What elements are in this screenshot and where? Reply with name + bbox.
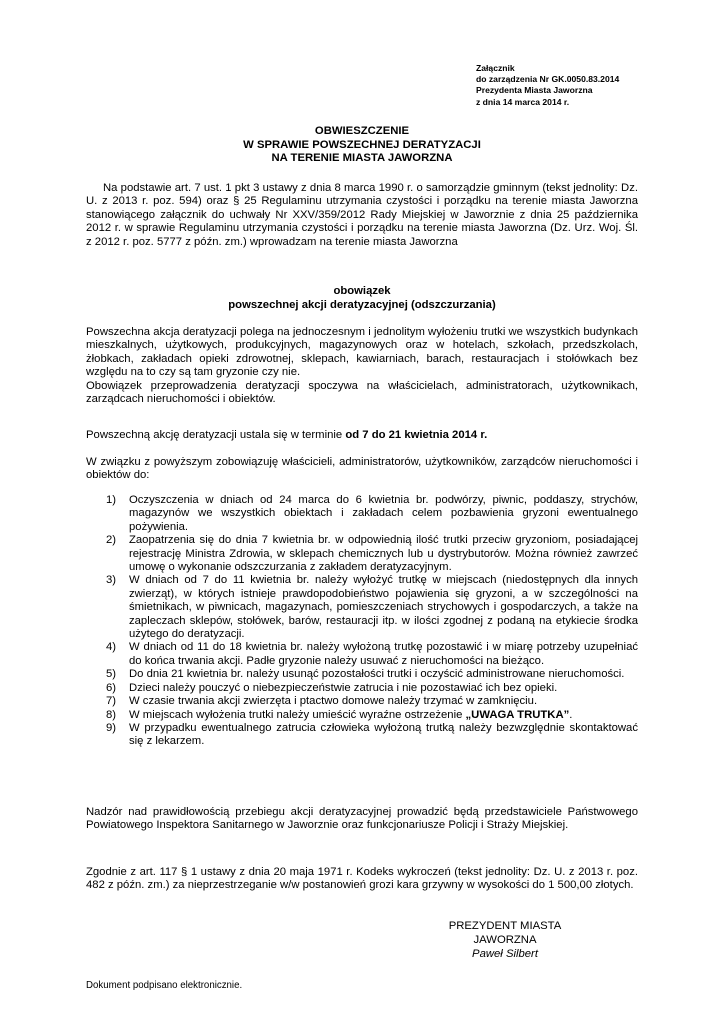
description-line: budynkach mieszkalnych, użytkowych, produkcyjnych, magazynowych oraz w hotelach, szkołach, xyxy=(86,326,638,352)
description-line: przedszkolach, żłobkach, zakładach opieki zdrowotnej, sklepach, kawiarniach, barach, restauracjach xyxy=(86,339,638,365)
list-number: 2) xyxy=(106,534,117,547)
list-number: 5) xyxy=(106,668,117,681)
list-line: W dniach od 11 do 18 kwietnia br. należy wyłożoną trutkę pozostawić i w miarę potrzeby xyxy=(129,641,581,654)
intro-line: na terenie miasta Jaworzna xyxy=(319,235,458,248)
title-line: NA TERENIE MIASTA JAWORZNA xyxy=(271,152,453,165)
supervision-line: Nadzór nad prawidłowością przebiegu akcji deratyzacyjnej prowadzić będą przedstawiciele xyxy=(86,806,562,818)
list-number: 4) xyxy=(106,641,117,654)
intro-line: (tekst jednolity: Dz. U. z 2013 r. poz. 594) oraz § 25 Regulaminu utrzymania czystości i porządku xyxy=(86,182,638,208)
description-line: i stołówkach bez względu na to czy są tam gryzonie czy nie. xyxy=(86,352,638,379)
list-line: Do dnia 21 kwietnia br. należy usunąć pozostałości trutki i oczyścić administrowane xyxy=(129,668,546,681)
title-line: W SPRAWIE POWSZECHNEJ DERATYZACJI xyxy=(243,138,481,151)
list-item xyxy=(86,668,638,681)
list-number: 3) xyxy=(106,574,117,587)
supervision-line: Miejskiej. xyxy=(521,819,569,832)
attachment-line: Załącznik xyxy=(476,63,515,73)
obligation-line: W związku z powyższym zobowiązuję właścicieli, administratorów, użytkowników, zarządców xyxy=(86,456,556,468)
penalty-line: Zgodnie z art. 117 § 1 ustawy z dnia 20 maja 1971 r. Kodeks wykroczeń (tekst jednolity: xyxy=(86,866,531,878)
deadline-paragraph xyxy=(86,429,638,442)
obligations-list xyxy=(86,494,638,749)
list-line: W przypadku ewentualnego zatrucia człowieka wyłożoną trutką należy bezwzględnie xyxy=(129,721,565,734)
list-line: uzupełniać do końca trwania akcji. Padłe gryzonie należy usuwać z nieruchomości xyxy=(129,641,638,667)
list-line: a także na zapleczach sklepów, stołówek, barów, restauracji itp. w ilości zgodnej z podaną xyxy=(129,601,638,627)
list-line: W miejscach wyłożenia trutki należy umieścić wyraźne ostrzeżenie xyxy=(129,708,466,721)
obligation-intro xyxy=(86,456,638,483)
list-item xyxy=(86,534,638,574)
description-line: Obowiązek przeprowadzenia deratyzacji spoczywa na właścicielach, administratorach, użytkownikach, xyxy=(86,379,638,392)
description-line: zarządcach nieruchomości i obiektów. xyxy=(86,393,276,406)
obligation-subtitle xyxy=(86,285,638,312)
list-line: posiadającej rejestrację Ministra Zdrowia, w sklepach chemicznych lub u dystrybutorów. xyxy=(129,534,639,560)
subtitle-line: obowiązek xyxy=(333,285,391,297)
deadline-text: Powszechną akcję deratyzacji ustala się w terminie xyxy=(86,429,346,441)
intro-line: na terenie miasta Jaworzna stanowiącego załącznik do uchwały Nr XXV/359/2012 Rady Miejskiej xyxy=(86,195,638,221)
obligation-line: nieruchomości i obiektów do: xyxy=(86,456,638,482)
penalty-paragraph xyxy=(86,866,638,893)
subtitle-line: powszechnej akcji deratyzacyjnej (odszczurzania) xyxy=(228,298,496,311)
attachment-line: do zarządzenia Nr GK.0050.83.2014 xyxy=(476,74,620,85)
penalty-line: w wysokości do 1 500,00 złotych. xyxy=(466,879,634,892)
deratization-description xyxy=(86,326,638,406)
list-line: na śmietnikach, w piwnicach, magazynach, pomieszczeniach strychowych i gospodarczych, xyxy=(129,587,638,614)
list-line: W czasie trwania akcji zwierzęta i ptactwo domowe należy trzymać w zamknięciu. xyxy=(129,695,538,708)
signature-title: PREZYDENT MIASTA xyxy=(448,920,562,932)
penalty-line: Dz. U. z 2013 r. poz. 482 z późn. zm.) za nieprzestrzeganie w/w postanowień grozi kara grzywny xyxy=(86,866,638,892)
list-line: na etykiecie środka użytego do deratyzacji. xyxy=(129,614,638,641)
document-title xyxy=(86,125,638,166)
list-item xyxy=(86,722,638,749)
warning-label: „UWAGA TRUTKA” xyxy=(465,708,570,721)
intro-line: na terenie miasta Jaworzna (Dz. Urz. Woj. Śl. z 2012 r. poz. 5777 z późn. zm.) wprowadzam xyxy=(86,222,639,248)
signature-city: JAWORZNA xyxy=(473,934,537,946)
description-line: Powszechna akcja deratyzacji polega na jednoczesnym i jednolitym wyłożeniu trutki we wszystkich xyxy=(86,326,581,338)
list-number: 8) xyxy=(106,708,117,721)
list-line: Można również zawrzeć umowę o wykonanie odszczurzania z zakładem deratyzacyjnym. xyxy=(129,547,639,574)
list-line: na bieżąco. xyxy=(486,654,545,667)
list-line: Zaopatrzenia się do dnia 7 kwietnia br. w odpowiednią ilość trutki przeciw gryzoniom, xyxy=(129,534,571,547)
attachment-line: Prezydenta Miasta Jaworzna xyxy=(476,85,593,96)
list-line: Oczyszczenia w dniach od 24 marca do 6 kwietnia br. podwórzy, piwnic, poddaszy, strychów, xyxy=(129,494,638,506)
list-line: skontaktować się z lekarzem. xyxy=(129,721,638,748)
list-line: W dniach od 7 do 11 kwietnia br. należy wyłożyć trutkę w miejscach (niedostępnych dla innych xyxy=(129,574,638,587)
attachment-line: z dnia 14 marca 2014 r. xyxy=(476,96,570,107)
list-item xyxy=(86,641,638,668)
list-item xyxy=(86,574,638,641)
electronic-signature-note: Dokument podpisano elektronicznie. xyxy=(86,980,243,991)
list-line: nieruchomości. xyxy=(548,668,625,681)
list-line-end: . xyxy=(569,708,573,721)
list-item xyxy=(86,695,638,708)
list-number: 9) xyxy=(106,721,117,734)
list-item xyxy=(86,709,638,722)
list-line: magazynów we wszystkich obiektach i zakładach celem pozbawienia gryzoni ewentualnego xyxy=(129,507,638,520)
supervision-line: Państwowego Powiatowego Inspektora Sanitarnego w Jaworznie oraz funkcjonariusze Policji i Straży xyxy=(86,806,638,832)
list-item xyxy=(86,494,638,534)
list-number: 1) xyxy=(106,494,117,506)
intro-line: Na podstawie art. 7 ust. 1 pkt 3 ustawy z dnia 8 marca 1990 r. o samorządzie gminnym xyxy=(103,182,540,194)
list-line: Dzieci należy pouczyć o niebezpieczeństwie zatrucia i nie pozostawiać ich bez opieki. xyxy=(129,681,558,694)
signature-block xyxy=(420,919,590,961)
list-line: pożywienia. xyxy=(129,520,189,533)
list-number: 6) xyxy=(106,681,117,694)
attachment-header xyxy=(476,63,676,108)
title-line: OBWIESZCZENIE xyxy=(314,125,410,137)
supervision-paragraph xyxy=(86,806,638,833)
list-line: zwierząt), w których istnieje prawdopodobieństwo pojawienia się gryzoni, a w szczególności xyxy=(129,587,620,600)
intro-line: w Jaworznie z dnia 25 października 2012 r. w sprawie Regulaminu utrzymania czystości i porządku xyxy=(86,208,638,235)
signature-name: Paweł Silbert xyxy=(472,948,538,960)
list-item xyxy=(86,682,638,695)
deadline-dates: od 7 do 21 kwietnia 2014 r. xyxy=(345,429,488,441)
intro-paragraph xyxy=(86,182,638,249)
list-number: 7) xyxy=(106,695,117,708)
